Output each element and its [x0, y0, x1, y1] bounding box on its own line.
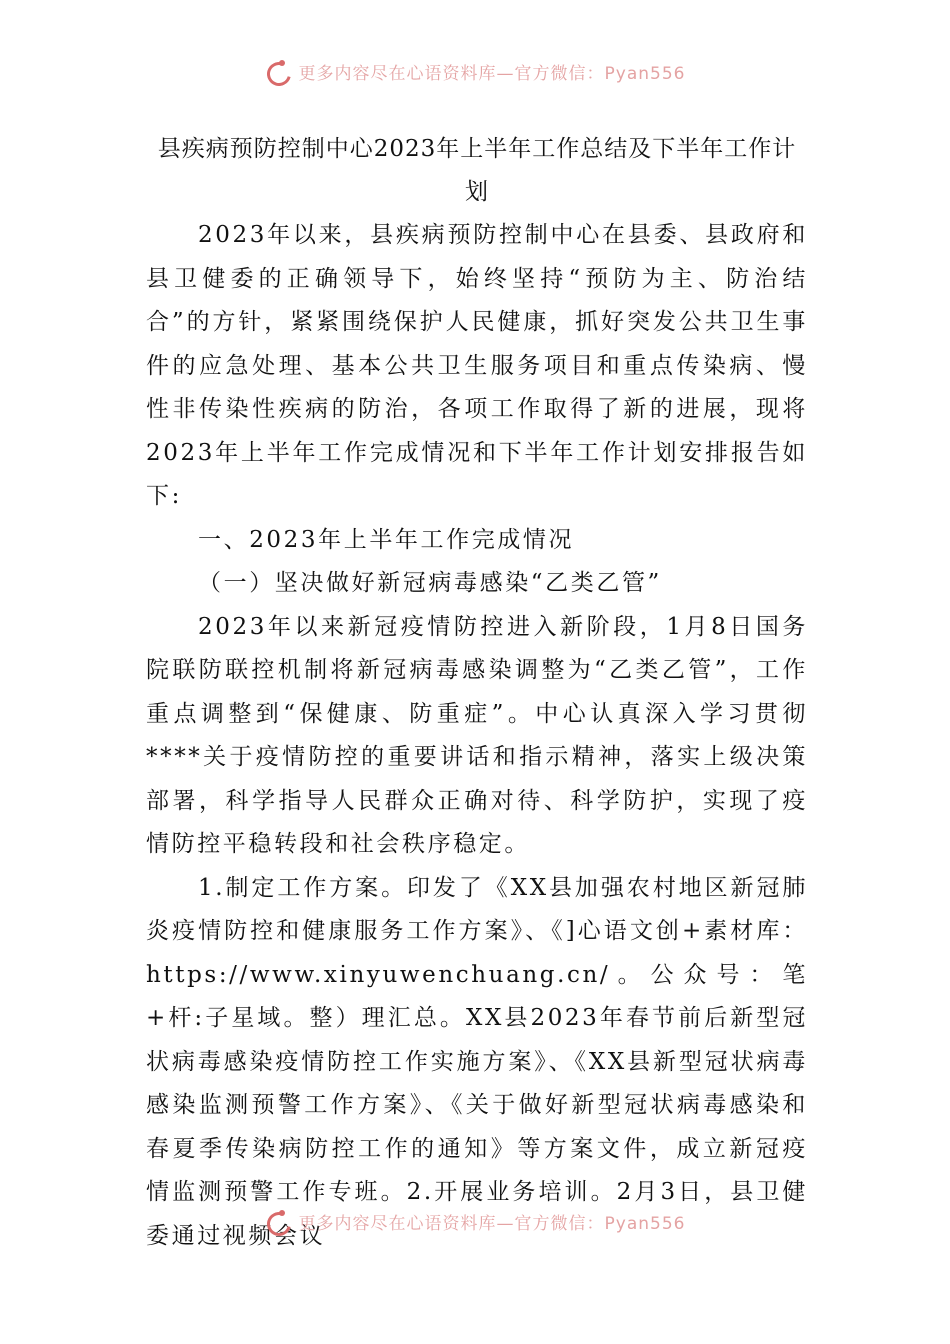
section-heading: 一、2023年上半年工作完成情况 — [198, 526, 575, 553]
watermark-footer — [0, 1206, 950, 1236]
subsection-heading: （一）坚决做好新冠病毒感染“乙类乙管” — [198, 570, 662, 596]
brand-logo-icon — [265, 1210, 293, 1232]
intro-paragraph: 2023年以来，县疾病预防控制中心在县委、县政府和县卫健委的正确领导下，始终坚持“预防为主、防治结合”的方针，紧紧围绕保护人民健康，抓好突发公共卫生事件的应急处理、基本公共卫生服务项目和重点传染病、慢性非传染性疾病的防治，各项工作取得了新的进展，现将2023年上半年工作完成情况和下半年工作计划安排报告如下: — [146, 222, 808, 509]
document-body — [146, 128, 808, 1258]
item-paragraph: 1.制定工作方案。印发了《XX县加强农村地区新冠肺炎疫情防控和健康服务工作方案》、《]心语文创+素材库：https://www.xinyuwenchuang.cn/。公众号：笔+杆:子星域。整）理汇总。XX县2023年春节前后新型冠状病毒感染疫情防控工作实施方案》、《XX县新型冠状病毒感染监测预警工作方案》、《关于做好新型冠状病毒感染和春夏季传染病防控工作的通知》等方案文件，成立新冠疫情监测预警工作专班。2.开展业务培训。2月3日，县卫健委通过视频会议 — [146, 874, 808, 1249]
document-title: 县疾病预防控制中心2023年上半年工作总结及下半年工作计划 — [157, 136, 797, 205]
watermark-text: 更多内容尽在心语资料库—官方微信：Pyan556 — [298, 63, 686, 84]
subsection-paragraph: 2023年以来新冠疫情防控进入新阶段，1月8日国务院联防联控机制将新冠病毒感染调整为“乙类乙管”，工作重点调整到“保健康、防重症”。中心认真深入学习贯彻****关于疫情防控的重要讲话和指示精神，落实上级决策部署，科学指导人民群众正确对待、科学防护，实现了疫情防控平稳转段和社会秩序稳定。 — [146, 613, 808, 857]
watermark-header — [0, 56, 950, 86]
watermark-text: 更多内容尽在心语资料库—官方微信：Pyan556 — [298, 1213, 686, 1234]
brand-logo-icon — [265, 60, 293, 82]
